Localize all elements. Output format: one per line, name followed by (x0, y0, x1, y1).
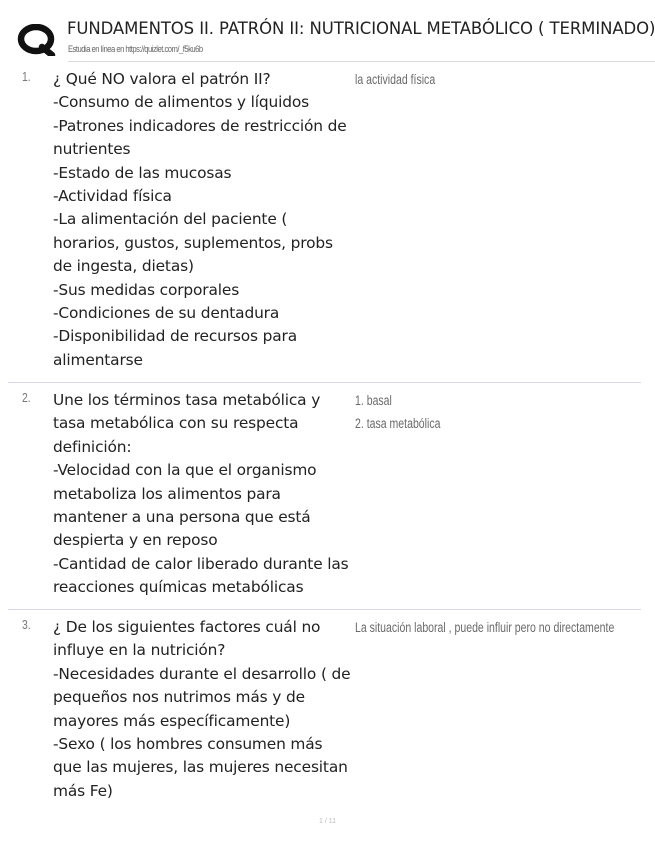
card-term: ¿ De los siguientes factores cuál no influye en la nutrición? -Necesidades durante el desarrollo ( de pequeños nos nutrimos más y de mayores más específicamente) -Sexo ( los hombres consumen más que las mujeres, las mujeres necesitan más Fe) (53, 618, 351, 800)
header-divider (68, 61, 655, 62)
card-number: 2. (22, 390, 31, 405)
card-definition: la actividad física (355, 72, 436, 87)
card-term: ¿ Qué NO valora el patrón II? -Consumo de alimentos y líquidos -Patrones indicadores de restricción de nutrientes -Estado de las mucosas -Actividad física -La alimentación del paciente ( horarios, gustos, suplementos, probs de ingesta, dietas) -Sus medidas corporales -Condiciones de su dentadura -Disponibilidad de recursos para alimentarse (53, 70, 347, 369)
card-divider (8, 382, 641, 383)
source-link[interactable]: Estudia en línea en https://quizlet.com/_f5ku6b (68, 44, 203, 54)
card-number: 1. (22, 69, 31, 84)
card-number: 3. (22, 617, 31, 632)
card-definition: 1. basal 2. tasa metabólica (355, 393, 441, 431)
quizlet-logo-icon (16, 24, 60, 56)
page-number: 1 / 11 (319, 818, 336, 825)
page-title: FUNDAMENTOS II. PATRÓN II: NUTRICIONAL METABÓLICO ( TERMINADO) (67, 19, 655, 38)
page-header (0, 0, 655, 62)
card-definition: La situación laboral , puede influir pero no directamente (355, 620, 615, 635)
card-divider (8, 609, 641, 610)
card-term: Une los términos tasa metabólica y tasa metabólica con su respecta definición: -Velocidad con la que el organismo metaboliza los alimentos para mantener a una persona que está despierta y en reposo -Cantidad de calor liberado durante las reacciones químicas metabólicas (53, 391, 349, 597)
